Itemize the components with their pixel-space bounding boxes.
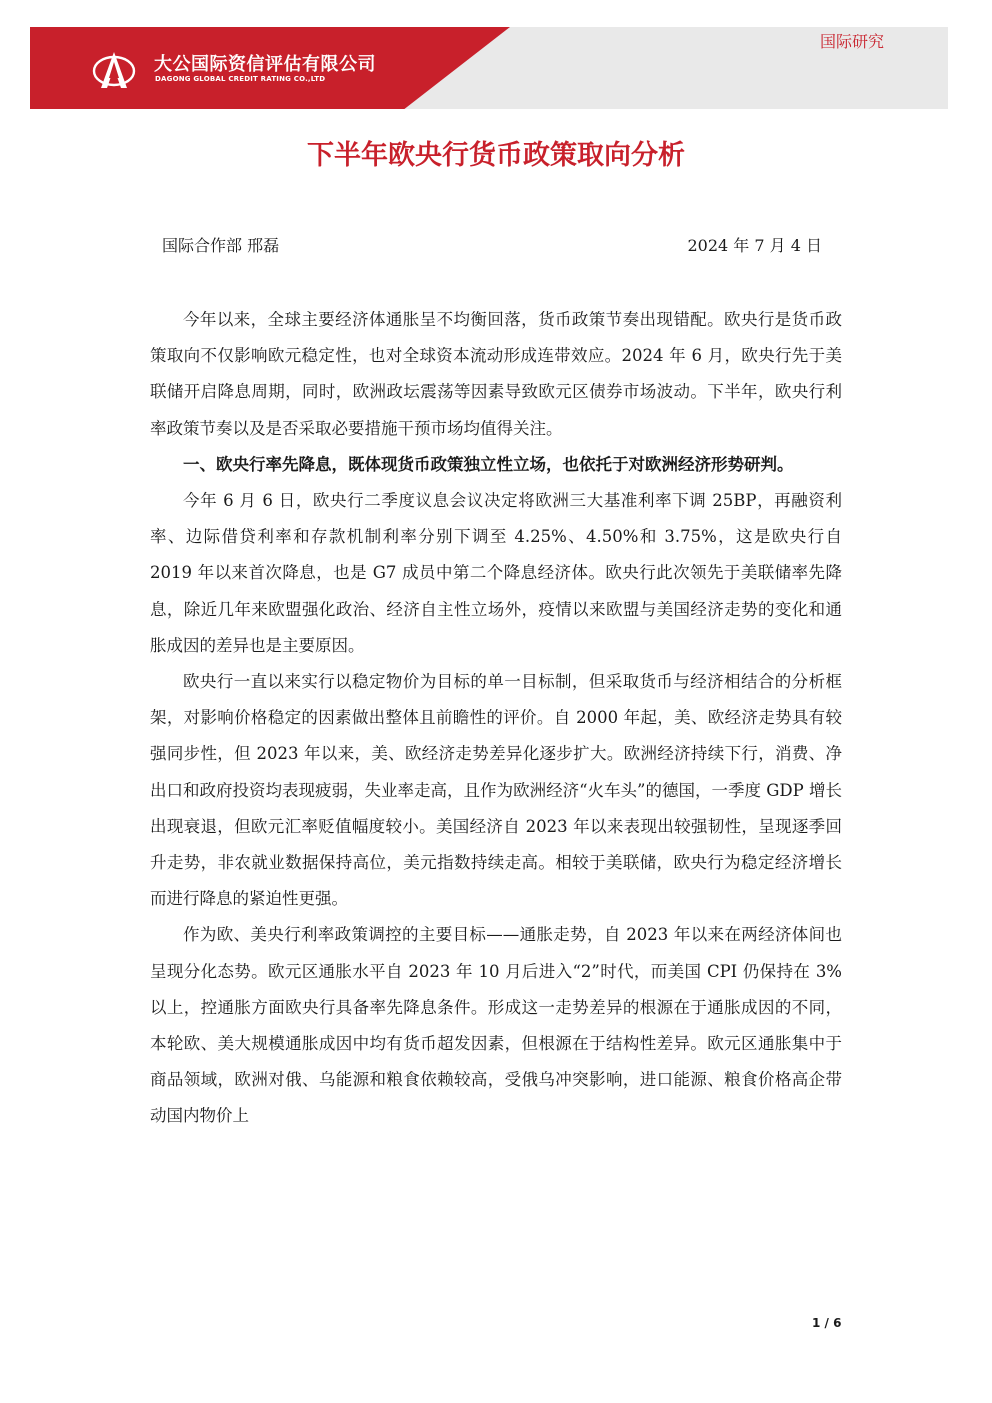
paragraph-intro: 今年以来，全球主要经济体通胀呈不均衡回落，货币政策节奏出现错配。欧央行是货币政策取向不仅影响欧元稳定性，也对全球资本流动形成连带效应。2024 年 6 月，欧央行先于美联储开启降息周期，同时，欧洲政坛震荡等因素导致欧元区债券市场波动。下半年，欧央行利率政策节奏以及是否采取必要措施干预市场均值得关注。 (150, 310, 842, 438)
dagong-logo-icon (92, 48, 136, 92)
section-heading-1: 一、欧央行率先降息，既体现货币政策独立性立场，也依托于对欧洲经济形势研判。 (183, 454, 794, 474)
author-byline: 国际合作部 邢磊 (162, 236, 280, 255)
article-body (150, 302, 842, 1135)
page-number: 1 / 6 (812, 1316, 842, 1330)
company-name-cn: 大公国际资信评估有限公司 (154, 54, 376, 75)
paragraph-economy: 欧央行一直以来实行以稳定物价为目标的单一目标制，但采取货币与经济相结合的分析框架，对影响价格稳定的因素做出整体且前瞻性的评价。自 2000 年起，美、欧经济走势具有较强同步性，但 2023 年以来，美、欧经济走势差异化逐步扩大。欧洲经济持续下行，消费、净出口和政府投资均表现疲弱，失业率走高，且作为欧洲经济“火车头”的德国，一季度 GDP 增长出现衰退，但欧元汇率贬值幅度较小。美国经济自 2023 年以来表现出较强韧性，呈现逐季回升走势，非农就业数据保持高位，美元指数持续走高。相较于美联储，欧央行为稳定经济增长而进行降息的紧迫性更强。 (150, 672, 842, 909)
paragraph-rate-cut: 今年 6 月 6 日，欧央行二季度议息会议决定将欧洲三大基准利率下调 25BP，再融资利率、边际借贷利率和存款机制利率分别下调至 4.25%、4.50%和 3.75%，这是欧央行自 2019 年以来首次降息，也是 G7 成员中第二个降息经济体。欧央行此次领先于美联储率先降息，除近几年来欧盟强化政治、经济自主性立场外，疫情以来欧盟与美国经济走势的变化和通胀成因的差异也是主要原因。 (150, 491, 842, 655)
page-title: 下半年欧央行货币政策取向分析 (307, 140, 685, 171)
publish-date: 2024 年 7 月 4 日 (687, 236, 822, 255)
section-tag: 国际研究 (820, 32, 885, 51)
paragraph-inflation: 作为欧、美央行利率政策调控的主要目标——通胀走势，自 2023 年以来在两经济体间也呈现分化态势。欧元区通胀水平自 2023 年 10 月后进入“2”时代，而美国 CPI 仍保持在 3%以上，控通胀方面欧央行具备率先降息条件。形成这一走势差异的根源在于通胀成因的不同，本轮欧、美大规模通胀成因中均有货币超发因素，但根源在于结构性差异。欧元区通胀集中于商品领域，欧洲对俄、乌能源和粮食依赖较高，受俄乌冲突影响，进口能源、粮食价格高企带动国内物价上 (150, 925, 842, 1126)
company-name-en: DAGONG GLOBAL CREDIT RATING CO.,LTD (155, 75, 326, 83)
